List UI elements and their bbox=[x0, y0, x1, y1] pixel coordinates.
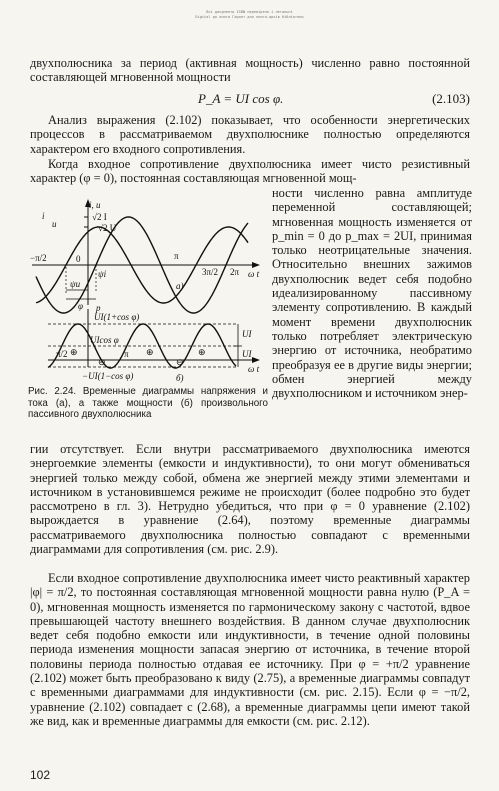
paragraph-resistive-side: ности численно равна амплитуде переменной составляющей; мгновенная мощность изменяется от p_min = 0 до p_max = 2UI, принимая только неотрицательные значения. Относительно внешних зажимов двухполюсник ведет себя подобно идеализированному пассивному элементу сопротивлению. В каждый момент времени двухполюсник только потребляет электрическую энергию от источника, необратимо преобразуя ее в другие виды энергии; обмен энергией между двухполюсником и источником энер- bbox=[272, 186, 472, 401]
label-sqrt2-i: √2 I bbox=[92, 212, 107, 222]
label-pi-b: π bbox=[124, 349, 129, 359]
page-number: 102 bbox=[30, 768, 51, 782]
label-omega-t-a: ω t bbox=[248, 269, 260, 279]
label-phi: φ bbox=[78, 301, 83, 311]
formula-expression: P_A = UI cos φ. bbox=[198, 91, 284, 106]
label-plus-1: ⊕ bbox=[70, 347, 78, 357]
paragraph-continuation: двухполюсника за период (активная мощность) численно равно постоянной составляющей мгновенной мощности bbox=[30, 56, 470, 85]
label-ui-plus: UI(1+cos φ) bbox=[94, 312, 140, 322]
label-plus-3: ⊕ bbox=[198, 347, 206, 357]
axis-arrow-b bbox=[252, 357, 260, 363]
formula-number: (2.103) bbox=[432, 91, 470, 106]
label-2pi: 2π bbox=[230, 267, 240, 277]
power-curve bbox=[48, 324, 236, 368]
label-p: p bbox=[96, 303, 101, 313]
label-ui-minus: −UI(1−cos φ) bbox=[82, 371, 134, 381]
label-zero: 0 bbox=[76, 254, 81, 264]
paragraph-analysis: Анализ выражения (2.102) показывает, что особенности энергетических процессов в рассматриваемом двухполюснике полностью определяются характером его входного сопротивления. bbox=[30, 113, 470, 156]
paragraph-resistive-rest: гии отсутствует. Если внутри рассматриваемого двухполюсника имеются энергоемкие элементы (емкости и индуктивности), то они могут обмениваться энергией только между собой, обмена же энергией между этими элементами и источником в установившемся режиме не происходит (более подробно это будет рассмотрено в гл. 3). Нетрудно убедиться, что при φ = 0 уравнение (2.102) вырождается в уравнение (2.64), поэтому временные диаграммы рассматриваемого двухполюсника полностью совпадают с временными диаграммами для сопротивления (см. рис. 2.9). bbox=[30, 442, 470, 557]
label-psi-u: ψu bbox=[70, 279, 81, 289]
label-iu: i, u bbox=[89, 200, 101, 210]
label-ui-side-2: UI bbox=[242, 349, 252, 359]
formula-2-103 bbox=[30, 91, 470, 107]
label-minus-1: ⊖ bbox=[98, 357, 106, 367]
watermark-line: Всі документи ISBN перевірено і легальні bbox=[206, 10, 293, 14]
scan-watermark bbox=[0, 10, 499, 19]
label-sqrt2-u: √2 U bbox=[98, 223, 117, 233]
label-pi: π bbox=[174, 251, 179, 261]
label-u: u bbox=[52, 219, 57, 229]
label-ui-side-1: UI bbox=[242, 329, 252, 339]
figure-2-24 bbox=[26, 197, 262, 383]
label-3pi2: 3π/2 bbox=[202, 267, 219, 277]
paragraph-reactive: Если входное сопротивление двухполюсника имеет чисто реактивный характер |φ| = π/2, то постоянная составляющая мгновенной мощности равна нулю (P_A = 0), мгновенная мощность изменяется по гармоническому закону с частотой, вдвое превышающей частоту внешнего воздействия. В данном случае двухполюсник ведет себя подобно емкости или индуктивности, в течение одной половины периода изменения мощности запасая энергию от источника, в течение второй половины периода полностью отдавая ее источнику. При φ = +π/2 уравнение (2.102) может быть преобразовано к виду (2.75), а временные диаграммы совпадут с временными диаграммами для индуктивности (см. рис. 2.15). Если φ = −π/2, уравнение (2.102) совпадает с (2.68), а временные диаграммы цепи имеют такой же вид, как и временные диаграммы для емкости (см. рис. 2.12). bbox=[30, 571, 470, 728]
label-psi-i: ψi bbox=[98, 269, 107, 279]
diagram-b bbox=[48, 309, 260, 383]
label-i: i bbox=[42, 211, 45, 221]
label-minus-pi2: −π/2 bbox=[30, 253, 47, 263]
watermark-line: Digital до книги Гарант для книга-архів бібліотеки bbox=[195, 14, 304, 19]
diagram-a bbox=[30, 199, 260, 313]
figure-caption: Рис. 2.24. Временные диаграммы напряжения и тока (а), а также мощности (б) произвольного пассивного двухполюсника bbox=[28, 386, 268, 420]
label-plus-2: ⊕ bbox=[146, 347, 154, 357]
label-part-a: а) bbox=[176, 281, 184, 291]
label-pi2: π/2 bbox=[56, 349, 68, 359]
label-part-b: б) bbox=[176, 373, 184, 383]
label-ui-cos: UIcos φ bbox=[90, 335, 119, 345]
paragraph-resistive-top: Когда входное сопротивление двухполюсника имеет чисто резистивный характер (φ = 0), постоянная составляющая мгновенной мощ- bbox=[30, 157, 470, 186]
label-minus-2: ⊖ bbox=[176, 357, 184, 367]
label-omega-t-b: ω t bbox=[248, 364, 260, 374]
axis-arrow-a bbox=[252, 262, 260, 268]
